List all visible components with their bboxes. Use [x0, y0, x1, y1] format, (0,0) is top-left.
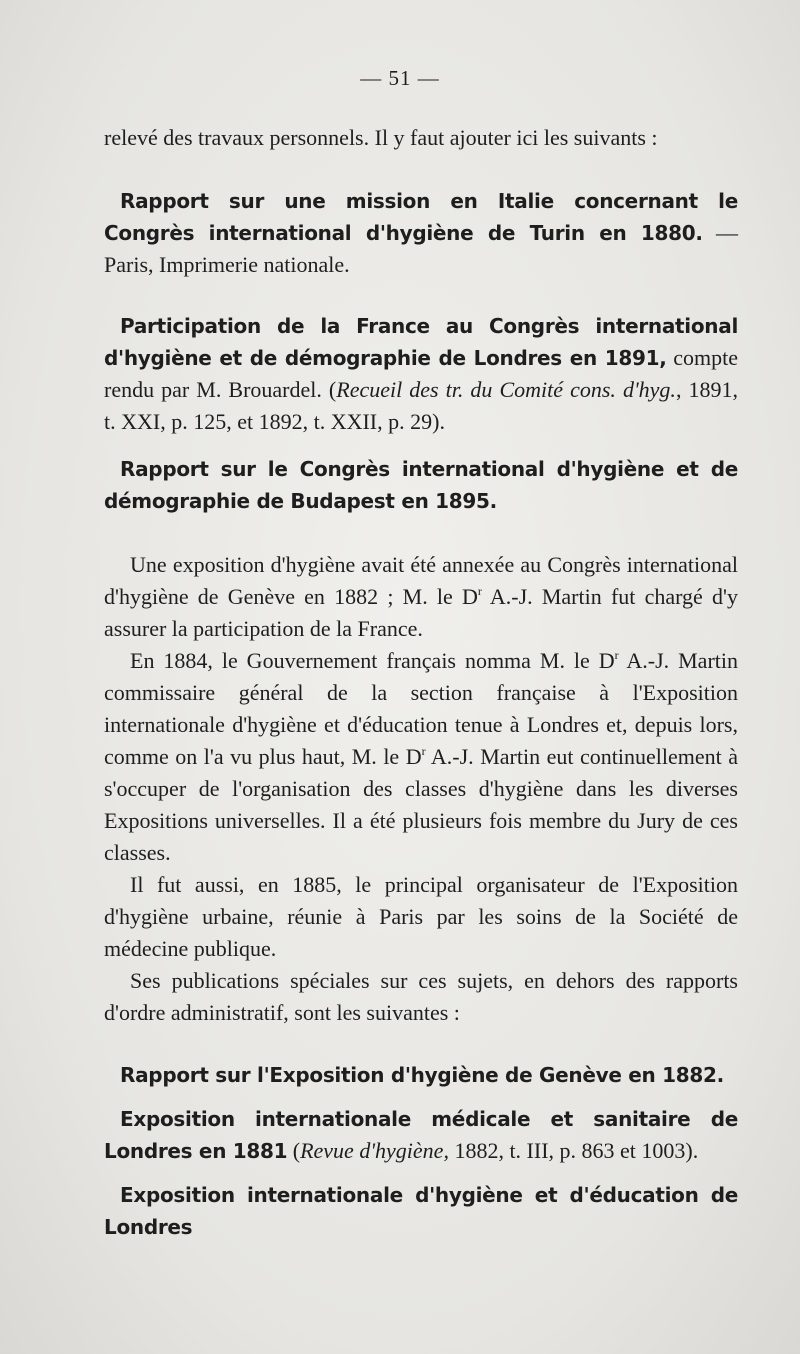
- paragraph-text: A.-J. Martin eut continuellement à s'occuper de l'organisation des classes d'hygiène dans les diverses Expositions universelles. Il a été plusieurs fois membre du Jury de ces classes.: [104, 744, 738, 865]
- entry-reference: , 1891, t. XXI, p. 125, et 1892, t. XXII, p. 29).: [104, 377, 738, 434]
- intro-text: relevé des travaux personnels. Il y faut ajouter ici les suivants :: [104, 125, 658, 150]
- bibliography-entry-london-1881: [104, 1103, 738, 1167]
- entry-text: (: [287, 1138, 301, 1163]
- entry-title: Exposition internationale d'hygiène et d'éducation de Londres: [104, 1183, 738, 1239]
- bibliography-entry-geneva: [104, 1059, 738, 1091]
- paragraph-publications: Ses publications spéciales sur ces sujets, en dehors des rapports d'ordre administratif, sont les suivantes :: [104, 968, 738, 1025]
- paragraph-london-1884: [104, 645, 738, 869]
- paragraph-geneva: [104, 549, 738, 645]
- entry-title: Rapport sur l'Exposition d'hygiène de Genève en 1882.: [120, 1063, 724, 1087]
- bibliography-entry-budapest: [104, 453, 738, 517]
- superscript: r: [477, 584, 482, 598]
- entry-journal: Revue d'hygiène,: [300, 1138, 449, 1163]
- entry-reference: 1882, t. III, p. 863 et 1003).: [448, 1138, 699, 1163]
- entry-publisher: — Paris, Imprimerie nationale.: [104, 220, 739, 277]
- superscript: r: [421, 744, 426, 758]
- bibliography-entry-london-education: [104, 1179, 738, 1243]
- entry-title: Rapport sur le Congrès international d'hygiène et de démographie de Budapest en 1895.: [104, 457, 738, 513]
- bibliography-entry-london-1891: [104, 310, 738, 438]
- superscript: r: [614, 648, 619, 662]
- entry-title: Rapport sur une mission en Italie concernant le Congrès international d'hygiène de Turin en 1880.: [104, 189, 738, 245]
- paragraph-text: A.-J. Martin commissaire général de la section française à l'Exposition internationale d'hygiène et d'éducation tenue à Londres et, depuis lors, comme on l'a vu plus haut, M. le D: [104, 648, 738, 769]
- entry-journal: Recueil des tr. du Comité cons. d'hyg.: [336, 377, 676, 402]
- entry-title: Participation de la France au Congrès international d'hygiène et de démographie de Londres en 1891,: [104, 314, 738, 370]
- page-body: [104, 122, 738, 1243]
- bibliography-entry-turin: [104, 185, 738, 281]
- page-number: — 51 —: [360, 66, 440, 90]
- paragraph-text: En 1884, le Gouvernement français nomma M. le D: [130, 648, 615, 673]
- paragraph-text: A.-J. Martin fut chargé d'y assurer la participation de la France.: [104, 584, 738, 641]
- paragraph-paris-1885: Il fut aussi, en 1885, le principal organisateur de l'Exposition d'hygiène urbaine, réunie à Paris par les soins de la Société de médecine publique.: [104, 872, 738, 961]
- paragraph-text: Une exposition d'hygiène avait été annexée au Congrès international d'hygiène de Genève en 1882 ; M. le D: [104, 552, 738, 609]
- entry-text: compte rendu par M. Brouardel. (: [104, 345, 738, 402]
- entry-title: Exposition internationale médicale et sanitaire de Londres en 1881: [104, 1107, 738, 1163]
